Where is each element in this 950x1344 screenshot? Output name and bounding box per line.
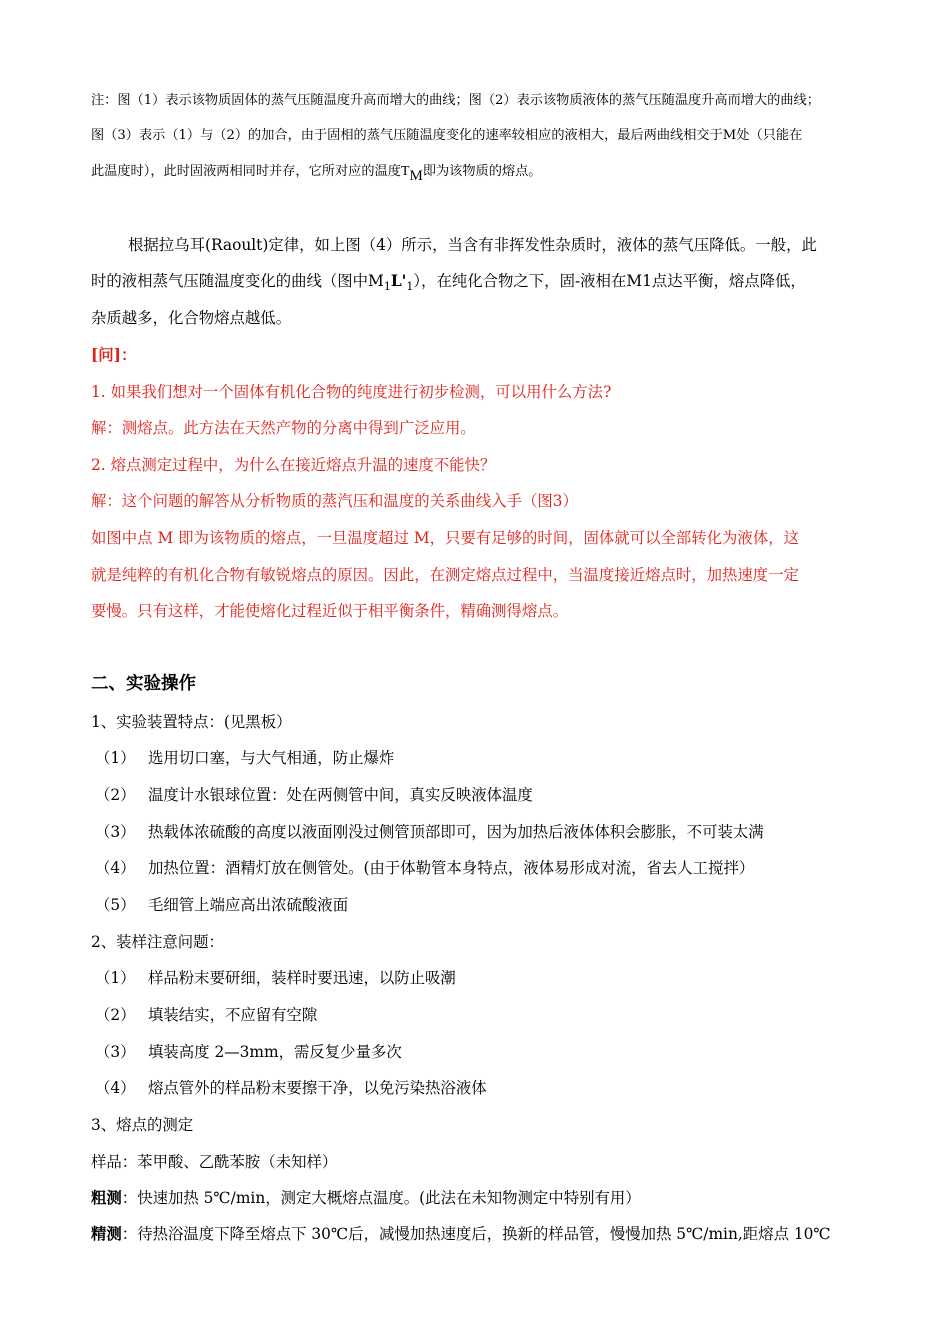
list-item-text: 加热位置：酒精灯放在侧管处。(由于体勒管本身特点，液体易形成对流，省去人工搅拌） [148, 859, 755, 877]
list-item-number: （4） [95, 859, 136, 877]
question-2: 2. 熔点测定过程中，为什么在接近熔点升温的速度不能快？ [91, 456, 496, 474]
raoult-line-2 [91, 269, 806, 293]
list-item-number: （3） [95, 823, 136, 841]
list-item-text: 选用切口塞，与大气相通，防止爆炸 [148, 749, 395, 767]
raoult-line-2-end: ），在纯化合物之下，固-液相在M1点达平衡，熔点降低， [413, 272, 806, 290]
note-line-3-text: 此温度时），此时固液两相同时并存，它所对应的温度 [91, 164, 401, 179]
question-heading: [问]： [91, 346, 137, 364]
temperature-symbol: T [400, 164, 410, 179]
note-line-2: 图（3）表示（1）与（2）的加合，由于固相的蒸气压随温度变化的速率较相应的液相大，最后两曲线相交于M处（只能在 [91, 128, 803, 143]
fine-measure-text: ：待热浴温度下降至熔点下 30℃后，减慢加热速度后，换新的样品管，慢慢加热 5℃/min,距熔点 10℃ [121, 1225, 831, 1243]
rough-measure-label: 粗测 [91, 1189, 122, 1207]
list-item-text: 样品粉末要研细，装样时要迅速，以防止吸潮 [148, 969, 456, 987]
answer-2-line-4: 要慢。只有这样，才能使熔化过程近似于相平衡条件，精确测得熔点。 [91, 602, 569, 620]
question-1: 1. 如果我们想对一个固体有机化合物的纯度进行初步检测，可以用什么方法? [91, 383, 612, 401]
list-item-number: （2） [95, 786, 136, 804]
rough-measure-text: ：快速加热 5℃/min，测定大概熔点温度。(此法在未知物测定中特别有用） [121, 1189, 641, 1207]
raoult-line-1: 根据拉乌耳(Raoult)定律，如上图（4）所示，当含有非挥发性杂质时，液体的蒸气压降低。一般，此 [128, 236, 817, 254]
raoult-line-3: 杂质越多，化合物熔点越低。 [91, 309, 292, 327]
list-item-text: 热载体浓硫酸的高度以液面刚没过侧管顶部即可，因为加热后液体体积会膨胀，不可装太满 [148, 823, 764, 841]
answer-2-line-2: 如图中点 M 即为该物质的熔点，一旦温度超过 M，只要有足够的时间，固体就可以全部转化为液体，这 [91, 529, 799, 547]
note-line-1: 注：图（1）表示该物质固体的蒸气压随温度升高而增大的曲线；图（2）表示该物质液体的蒸气压随温度升高而增大的曲线； [91, 93, 820, 108]
answer-2: 解：这个问题的解答从分析物质的蒸汽压和温度的关系曲线入手（图3） [91, 492, 578, 510]
fine-measure-label: 精测 [91, 1225, 122, 1243]
curve-m: M [368, 272, 384, 290]
note-line-3 [91, 160, 542, 185]
curve-l-subscript: 1 [406, 280, 414, 293]
raoult-line-2-text: 时的液相蒸气压随温度变化的曲线（图中 [91, 272, 369, 290]
answer-2-line-3: 就是纯粹的有机化合物有敏锐熔点的原因。因此，在测定熔点过程中，当温度接近熔点时，加热速度一定 [91, 566, 799, 584]
fine-measure-line [91, 1222, 831, 1244]
list-item-number: （1） [95, 749, 136, 767]
subsection-1-title: 1、实验装置特点：(见黑板） [91, 713, 292, 731]
note-line-3-end: 即为该物质的熔点。 [422, 164, 542, 179]
subsection-3-title: 3、熔点的测定 [91, 1116, 194, 1134]
subsection-2-title: 2、装样注意问题： [91, 933, 224, 951]
temperature-subscript: M [409, 168, 423, 184]
list-item-number: （2） [95, 1006, 136, 1024]
list-item-text: 毛细管上端应高出浓硫酸液面 [148, 896, 349, 914]
list-item-text: 熔点管外的样品粉末要擦干净，以免污染热浴液体 [148, 1079, 487, 1097]
list-item-number: （4） [95, 1079, 136, 1097]
list-item-number: （5） [95, 896, 136, 914]
list-item-number: （3） [95, 1043, 136, 1061]
list-item-text: 填装结实，不应留有空隙 [148, 1006, 318, 1024]
answer-1: 解：测熔点。此方法在天然产物的分离中得到广泛应用。 [91, 419, 476, 437]
curve-m-subscript: 1 [383, 280, 391, 293]
list-item-text: 填装高度 2—3mm，需反复少量多次 [148, 1043, 402, 1061]
list-item-text: 温度计水银球位置：处在两侧管中间，真实反映液体温度 [148, 786, 533, 804]
list-item-number: （1） [95, 969, 136, 987]
section-heading: 二、实验操作 [91, 674, 196, 694]
samples-line: 样品：苯甲酸、乙酰苯胺（未知样） [91, 1153, 338, 1171]
curve-l: L [390, 272, 402, 290]
curve-l-mark: ' [401, 272, 407, 290]
rough-measure-line [91, 1186, 641, 1208]
